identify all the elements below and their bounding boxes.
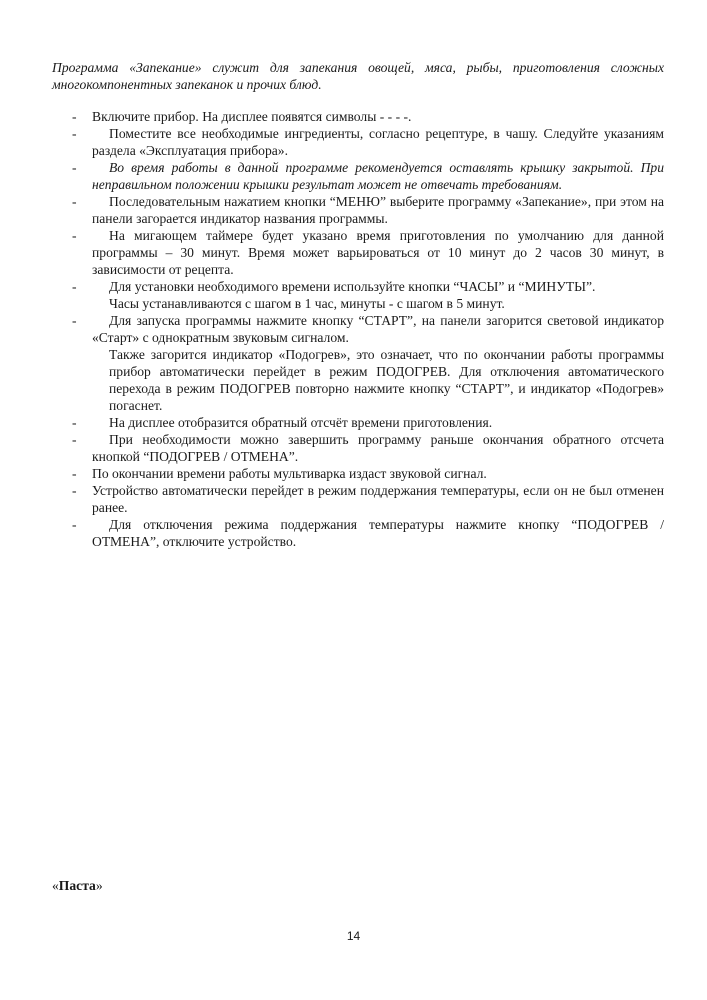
section-heading-close: » [95, 878, 103, 893]
list-dash: - [72, 228, 77, 243]
list-dash: - [72, 109, 77, 124]
list-dash: - [72, 466, 77, 481]
list-item [0, 516, 707, 550]
list-dash: - [72, 415, 77, 430]
list-dash: - [72, 313, 77, 328]
list-item-continuation: Часы устанавливаются с шагом в 1 час, минуты - с шагом в 5 минут. [109, 296, 505, 311]
list-item [0, 482, 707, 516]
section-heading-open: « [52, 878, 59, 893]
list-item [0, 312, 707, 414]
section-heading-title: Паста [58, 878, 96, 893]
list-item [0, 125, 707, 159]
section-heading [52, 877, 103, 894]
list-item [0, 414, 707, 431]
list-dash: - [72, 160, 77, 175]
page-number: 14 [346, 929, 361, 943]
list-item [0, 159, 707, 193]
list-dash: - [72, 517, 77, 532]
list-item [0, 465, 707, 482]
list-item-text: Поместите все необходимые ингредиенты, согласно рецептуре, в чашу. Следуйте указаниям раздела «Эксплуатация прибора». [92, 126, 664, 158]
list-dash: - [72, 279, 77, 294]
list-item-text: Последовательным нажатием кнопки “МЕНЮ” выберите программу «Запекание», при этом на панели загорается индикатор названия программы. [92, 194, 664, 226]
list-item-text: Для отключения режима поддержания температуры нажмите кнопку “ПОДОГРЕВ / ОТМЕНА”, отключите устройство. [92, 517, 664, 549]
list-item-text: Для установки необходимого времени используйте кнопки “ЧАСЫ” и “МИНУТЫ”. [109, 279, 596, 294]
list-item-text: На мигающем таймере будет указано время приготовления по умолчанию для данной программы – 30 минут. Время может варьироваться от 10 минут до 2 часов 30 минут, в зависимости от рецепта. [92, 228, 664, 277]
list-item [0, 193, 707, 227]
list-item-text: При необходимости можно завершить программу раньше окончания обратного отсчета кнопкой “ПОДОГРЕВ / ОТМЕНА”. [92, 432, 664, 464]
intro-paragraph: Программа «Запекание» служит для запекания овощей, мяса, рыбы, приготовления сложных многокомпонентных запеканок и прочих блюд. [52, 60, 664, 92]
instruction-list [0, 108, 707, 550]
list-item [0, 108, 707, 125]
list-item [0, 431, 707, 465]
list-item-continuation: Также загорится индикатор «Подогрев», это означает, что по окончании работы программы прибор автоматически перейдет в режим ПОДОГРЕВ. Для отключения автоматического перехода в режим ПОДОГРЕВ повторно нажмите кнопку “СТАРТ”, и индикатор «Подогрев» погаснет. [109, 347, 664, 413]
list-item [0, 278, 707, 312]
list-dash: - [72, 483, 77, 498]
list-item-text: По окончании времени работы мультиварка издаст звуковой сигнал. [92, 466, 487, 481]
list-dash: - [72, 126, 77, 141]
list-dash: - [72, 432, 77, 447]
list-item-text: Устройство автоматически перейдет в режим поддержания температуры, если он не был отменен ранее. [92, 483, 664, 515]
list-item-text: Для запуска программы нажмите кнопку “СТАРТ”, на панели загорится световой индикатор «Старт» с однократным звуковым сигналом. [92, 313, 664, 345]
list-dash: - [72, 194, 77, 209]
list-item [0, 227, 707, 278]
list-item-text: На дисплее отобразится обратный отсчёт времени приготовления. [109, 415, 493, 430]
list-item-text: Во время работы в данной программе рекомендуется оставлять крышку закрытой. При неправильном положении крышки результат может не отвечать требованиям. [92, 160, 664, 192]
list-item-text: Включите прибор. На дисплее появятся символы - - - -. [92, 109, 412, 124]
